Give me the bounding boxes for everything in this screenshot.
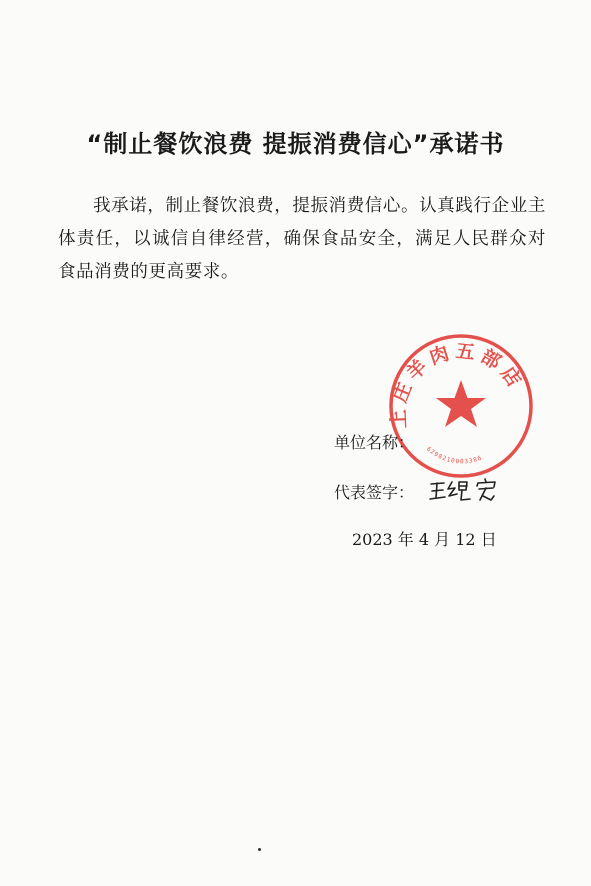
paper-speck — [258, 848, 261, 851]
document-title: “制止餐饮浪费 提振消费信心”承诺书 — [86, 130, 505, 158]
seal-name: 上庄羊肉五部店 — [387, 340, 529, 429]
official-seal — [386, 332, 536, 480]
handwritten-signature — [428, 476, 508, 506]
representative-label: 代表签字： — [334, 483, 415, 502]
svg-text:6208210003386 — [425, 446, 483, 466]
seal-star-icon — [436, 380, 486, 427]
document-body — [58, 190, 546, 289]
document-date: 2023 年 4 月 12 日 — [352, 530, 497, 549]
unit-name-label: 单位名称： — [334, 433, 415, 452]
seal-code: 6208210003386 — [425, 445, 484, 466]
commitment-paragraph: 我承诺，制止餐饮浪费，提振消费信心。认真践行企业主体责任，以诚信自律经营，确保食品安全，满足人民群众对食品消费的更高要求。 — [58, 196, 546, 282]
